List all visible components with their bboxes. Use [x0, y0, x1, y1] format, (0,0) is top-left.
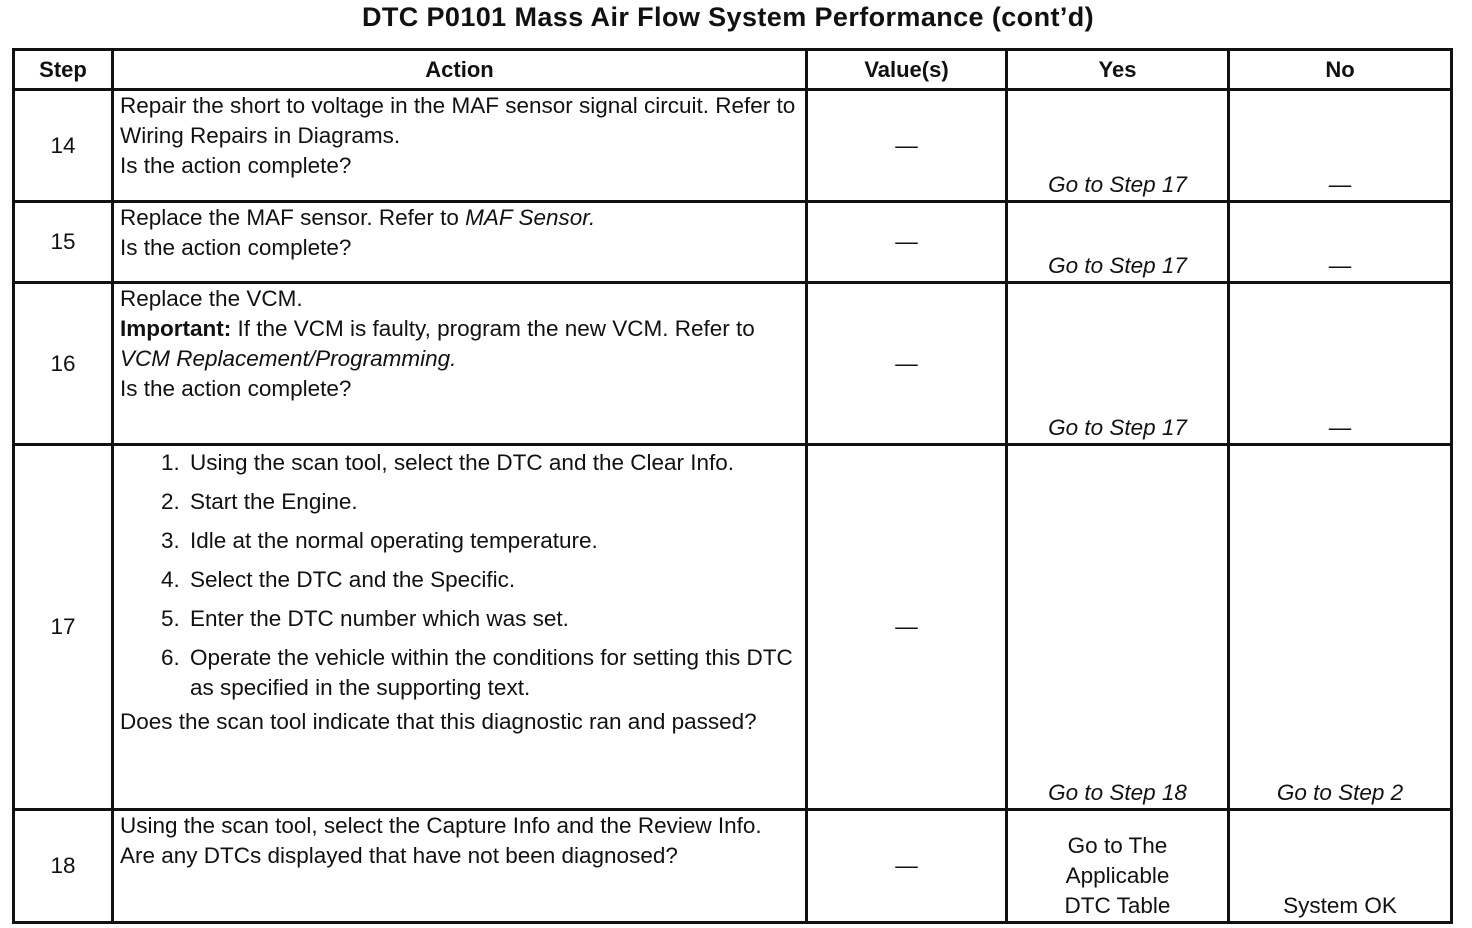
action-text: Repair the short to voltage in the MAF sensor signal circuit. Refer to Wiring Repairs in Diagrams. — [120, 93, 796, 148]
page-title: DTC P0101 Mass Air Flow System Performance (cont’d) — [361, 2, 1095, 32]
header-yes: Yes — [1007, 50, 1229, 90]
table-row — [14, 445, 1452, 810]
yes-cell: Go to Step 17 — [1007, 202, 1229, 283]
action-cell — [113, 445, 807, 810]
action-reference: VCM Replacement/Programming. — [120, 346, 457, 371]
value-cell: — — [807, 810, 1007, 923]
no-cell: Go to Step 2 — [1229, 445, 1452, 810]
list-item: 4. Select the DTC and the Specific. — [186, 565, 799, 595]
action-cell — [113, 810, 807, 923]
value-cell: — — [807, 283, 1007, 445]
table-row — [14, 810, 1452, 923]
list-item: 3. Idle at the normal operating temperature. — [186, 526, 799, 556]
action-question: Is the action complete? — [120, 235, 352, 260]
header-no: No — [1229, 50, 1452, 90]
important-label: Important: — [120, 316, 232, 341]
no-cell: — — [1229, 283, 1452, 445]
table-row — [14, 90, 1452, 202]
action-text: Using the scan tool, select the Capture Info and the Review Info. — [120, 813, 762, 838]
no-cell: — — [1229, 202, 1452, 283]
header-values: Value(s) — [807, 50, 1007, 90]
header-row — [14, 50, 1452, 90]
value-cell: — — [807, 202, 1007, 283]
yes-cell: Go to The Applicable DTC Table — [1007, 810, 1229, 923]
action-question: Is the action complete? — [120, 153, 352, 178]
action-cell — [113, 283, 807, 445]
yes-cell: Go to Step 17 — [1007, 283, 1229, 445]
table-row — [14, 283, 1452, 445]
list-item: 1. Using the scan tool, select the DTC and the Clear Info. — [186, 448, 799, 478]
header-step: Step — [14, 50, 113, 90]
yes-cell: Go to Step 18 — [1007, 445, 1229, 810]
step-number: 16 — [14, 283, 113, 445]
no-cell: System OK — [1229, 810, 1452, 923]
step-number: 18 — [14, 810, 113, 923]
action-question: Are any DTCs displayed that have not been diagnosed? — [120, 843, 678, 868]
step-number: 15 — [14, 202, 113, 283]
dtc-table — [12, 48, 1453, 924]
action-cell — [113, 90, 807, 202]
value-cell: — — [807, 90, 1007, 202]
list-item: 5. Enter the DTC number which was set. — [186, 604, 799, 634]
action-text — [120, 203, 799, 233]
action-text: Replace the VCM. — [120, 286, 303, 311]
value-cell: — — [807, 445, 1007, 810]
action-text-prefix: Replace the MAF sensor. Refer to — [120, 205, 466, 230]
action-question: Is the action complete? — [120, 376, 352, 401]
yes-cell: Go to Step 17 — [1007, 90, 1229, 202]
important-note — [120, 314, 799, 374]
list-item: 6. Operate the vehicle within the conditions for setting this DTC as specified in the supporting text. — [186, 643, 799, 703]
no-cell: — — [1229, 90, 1452, 202]
action-cell — [113, 202, 807, 283]
list-item: 2. Start the Engine. — [186, 487, 799, 517]
action-question: Does the scan tool indicate that this diagnostic ran and passed? — [120, 709, 757, 734]
action-reference: MAF Sensor. — [465, 205, 596, 230]
header-action: Action — [113, 50, 807, 90]
procedure-list — [120, 448, 799, 703]
important-text: If the VCM is faulty, program the new VCM. Refer to — [231, 316, 755, 341]
table-row — [14, 202, 1452, 283]
step-number: 17 — [14, 445, 113, 810]
step-number: 14 — [14, 90, 113, 202]
